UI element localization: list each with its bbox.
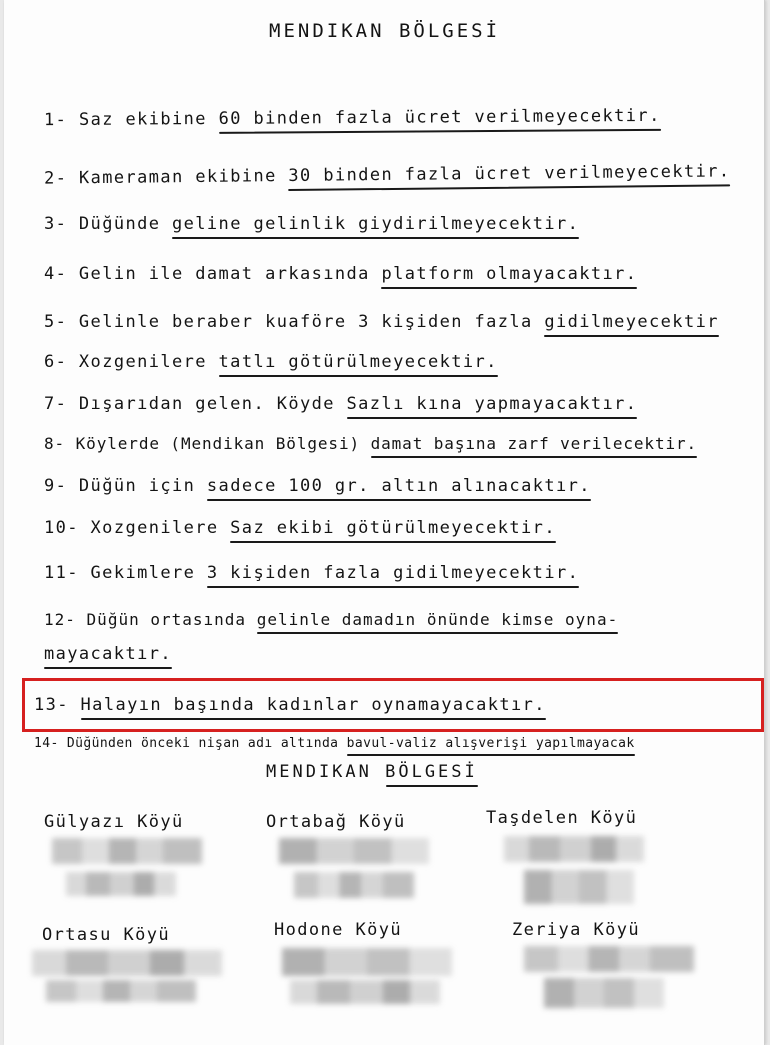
village-label-ortabag: Ortabağ Köyü — [266, 812, 406, 832]
item-text: Düğün için — [78, 476, 196, 496]
item-text: Gekimlere — [90, 563, 196, 583]
item-underlined-text: 3 kişiden fazla gidilmeyecektir. — [207, 563, 579, 583]
item-underlined-text: 60 binden fazla ücret verilmeyecektir. — [218, 106, 660, 129]
rule-item-8 — [44, 434, 697, 453]
rule-item-11 — [44, 563, 579, 583]
redacted-signature — [290, 980, 440, 1004]
item-underlined-text: tatlı götürülmeyecektir. — [219, 352, 498, 372]
redacted-signature — [46, 980, 196, 1002]
rule-item-2 — [44, 161, 731, 188]
item-underlined-text: gelinle damadın önünde kimse oyna- — [257, 610, 619, 629]
item-text: Dışarıdan gelen. Köyde — [78, 394, 335, 414]
item-number: 13- — [34, 695, 69, 715]
item-text: Gelinle beraber kuaföre 3 kişiden fazla — [78, 312, 533, 332]
item-number: 9- — [44, 476, 68, 496]
footer-title: MENDIKAN BÖLGESİ — [266, 762, 478, 782]
item-number: 1- — [43, 109, 68, 131]
item-number: 10- — [44, 518, 79, 538]
rule-item-3 — [44, 214, 579, 234]
item-number: 8- — [44, 434, 66, 453]
item-text: Saz ekibine — [78, 109, 207, 130]
item-underlined-text: Saz ekibi götürülmeyecektir. — [230, 518, 556, 538]
redacted-signature — [279, 838, 429, 864]
rule-item-6 — [44, 352, 498, 372]
item-number: 12- — [44, 610, 76, 629]
rule-item-12-continuation: mayacaktır. — [44, 644, 172, 664]
item-text: Xozgenilere — [90, 518, 219, 538]
item-underlined-text: platform olmayacaktır. — [381, 264, 637, 284]
item-number: 2- — [43, 168, 68, 189]
item-number: 6- — [44, 352, 68, 372]
village-label-gulyazi: Gülyazı Köyü — [44, 812, 184, 832]
redacted-signature — [504, 836, 644, 862]
item-number: 4- — [44, 264, 68, 284]
item-number: 14- — [34, 736, 59, 751]
village-label-zeriya: Zeriya Köyü — [512, 920, 640, 940]
redacted-signature — [66, 872, 176, 896]
document-page — [4, 0, 765, 1045]
rule-item-5 — [44, 312, 719, 332]
village-label-hodone: Hodone Köyü — [274, 920, 402, 940]
rule-item-10 — [44, 518, 556, 538]
item-underlined-text: Sazlı kına yapmayacaktır. — [347, 394, 638, 414]
item-underlined-text: gidilmeyecektir — [544, 312, 719, 332]
rule-item-12 — [44, 610, 618, 629]
item-underlined-text: damat başına zarf verilecektir. — [371, 434, 698, 453]
rule-item-1 — [44, 106, 661, 130]
item-text: Köylerde (Mendikan Bölgesi) — [75, 434, 361, 453]
rule-item-9 — [44, 476, 591, 496]
item-text: Düğün ortasında — [86, 610, 247, 629]
redacted-signature — [524, 870, 634, 904]
redacted-signature — [294, 872, 414, 898]
item-underlined-text: Halayın başında kadınlar oynamayacaktır. — [81, 695, 546, 715]
item-text: Xozgenilere — [78, 352, 207, 372]
item-number: 3- — [44, 214, 68, 234]
item-text: Kameraman ekibine — [78, 166, 277, 189]
redacted-signature — [282, 948, 452, 976]
item-number: 5- — [44, 312, 68, 332]
item-underlined-text: sadece 100 gr. altın alınacaktır. — [207, 476, 591, 496]
item-underlined-text: geline gelinlik giydirilmeyecektir. — [172, 214, 579, 234]
redacted-signature — [52, 838, 202, 864]
item-text: Düğünden önceki nişan adı altında — [66, 736, 339, 751]
item-underlined-text: bavul-valiz alışverişi yapılmayacak — [347, 736, 635, 751]
redacted-signature — [544, 978, 664, 1008]
village-label-tasdelen: Taşdelen Köyü — [486, 808, 638, 828]
rule-item-4 — [44, 264, 637, 284]
rule-item-7 — [44, 394, 637, 414]
redacted-signature — [524, 946, 694, 972]
item-number: 11- — [44, 563, 79, 583]
redacted-signature — [32, 950, 222, 976]
item-number: 7- — [44, 394, 68, 414]
highlight-box — [22, 678, 764, 732]
village-label-ortasu: Ortasu Köyü — [42, 925, 170, 945]
document-title: MENDIKAN BÖLGESİ — [269, 20, 501, 42]
item-text: Düğünde — [78, 214, 161, 234]
rule-item-14 — [34, 736, 635, 751]
item-underlined-text: 30 binden fazla ücret verilmeyecektir. — [288, 161, 730, 186]
item-text: Gelin ile damat arkasında — [78, 264, 370, 284]
